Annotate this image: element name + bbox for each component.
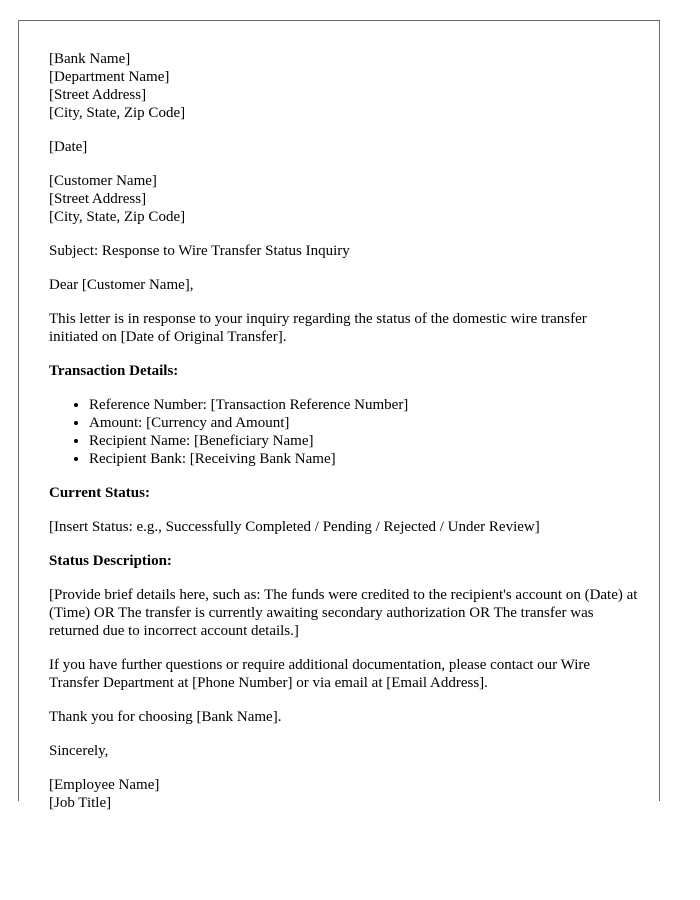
sender-department: [Department Name]: [49, 69, 170, 85]
transaction-list: [49, 396, 639, 468]
employee-name: [Employee Name]: [49, 777, 160, 793]
thanks-line: Thank you for choosing [Bank Name].: [49, 709, 282, 725]
transaction-item-amount: • Amount: [Currency and Amount]: [89, 414, 639, 432]
letter-content: [49, 50, 639, 828]
status-text: [Insert Status: e.g., Successfully Completed / Pending / Rejected / Under Review]: [49, 519, 540, 535]
recipient-name: [Customer Name]: [49, 173, 157, 189]
salutation: Dear [Customer Name],: [49, 277, 194, 293]
transaction-item-recipient-name: • Recipient Name: [Beneficiary Name]: [89, 432, 639, 450]
transaction-heading: Transaction Details:: [49, 363, 179, 379]
sender-street: [Street Address]: [49, 87, 147, 103]
recipient-street: [Street Address]: [49, 191, 147, 207]
recipient-city: [City, State, Zip Code]: [49, 209, 186, 225]
transaction-item-reference: • Reference Number: [Transaction Reference Number]: [89, 396, 639, 414]
intro-paragraph: This letter is in response to your inquiry regarding the status of the domestic wire transfer initiated on [Date of Original Transfer].: [49, 311, 587, 345]
sender-address: [49, 50, 639, 122]
sender-city: [City, State, Zip Code]: [49, 105, 186, 121]
recipient-address: [49, 172, 639, 226]
letter-date: [Date]: [49, 139, 88, 155]
letter-page: [18, 20, 660, 811]
transaction-item-recipient-bank: • Recipient Bank: [Receiving Bank Name]: [89, 450, 639, 468]
status-heading: Current Status:: [49, 485, 150, 501]
signature-block: [49, 776, 639, 812]
description-heading: Status Description:: [49, 553, 172, 569]
sender-bank-name: [Bank Name]: [49, 51, 131, 67]
job-title: [Job Title]: [49, 795, 112, 811]
closing-line: Sincerely,: [49, 743, 109, 759]
description-text: [Provide brief details here, such as: The funds were credited to the recipient's account on (Date) at (Time) OR The transfer is currently awaiting secondary authorization OR The transfer was returned due to incorrect account details.]: [49, 587, 638, 639]
contact-paragraph: If you have further questions or require additional documentation, please contact our Wire Transfer Department at [Phone Number] or via email at [Email Address].: [49, 657, 591, 691]
subject-line: Subject: Response to Wire Transfer Status Inquiry: [49, 243, 350, 259]
